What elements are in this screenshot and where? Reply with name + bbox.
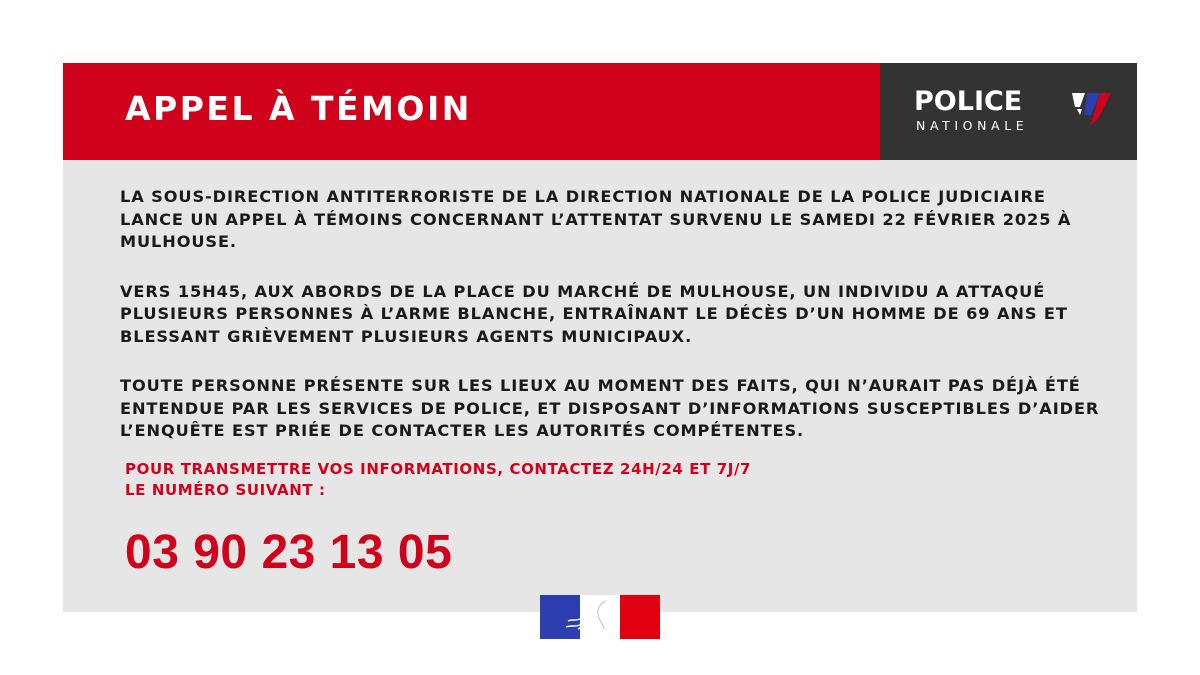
- body-text: [120, 186, 1110, 470]
- police-emblem-icon: [1070, 89, 1112, 129]
- logo-police-word: POLICE: [914, 86, 1023, 117]
- phone-number[interactable]: 03 90 23 13 05: [125, 526, 453, 579]
- paragraph-intro: LA SOUS-DIRECTION ANTITERRORISTE DE LA DIRECTION NATIONALE DE LA POLICE JUDICIAIRE LANCE UN APPEL À TÉMOINS CONCERNANT L’ATTENTAT SURVENU LE SAMEDI 22 FÉVRIER 2025 À MULHOUSE.: [120, 187, 1072, 251]
- marianne-logo-icon: [540, 595, 660, 639]
- logo-nationale-word: NATIONALE: [916, 118, 1029, 133]
- paragraph-request: TOUTE PERSONNE PRÉSENTE SUR LES LIEUX AU MOMENT DES FAITS, QUI N’AURAIT PAS DÉJÀ ÉTÉ ENTENDUE PAR LES SERVICES DE POLICE, ET DISPOSANT D’INFORMATIONS SUSCEPTIBLES D’AIDER L’ENQUÊTE EST PRIÉE DE CONTACTER LES AUTORITÉS COMPÉTENTES.: [120, 376, 1100, 440]
- appeal-card: [63, 63, 1137, 612]
- page-title: APPEL À TÉMOIN: [125, 89, 472, 128]
- contact-instructions: POUR TRANSMETTRE VOS INFORMATIONS, CONTACTEZ 24H/24 ET 7J/7 LE NUMÉRO SUIVANT :: [125, 460, 752, 499]
- police-nationale-logo: [880, 63, 1137, 160]
- header-bar: [63, 63, 1137, 160]
- paragraph-facts: VERS 15H45, AUX ABORDS DE LA PLACE DU MARCHÉ DE MULHOUSE, UN INDIVIDU A ATTAQUÉ PLUSIEURS PERSONNES À L’ARME BLANCHE, ENTRAÎNANT LE DÉCÈS D’UN HOMME DE 69 ANS ET BLESSANT GRIÈVEMENT PLUSIEURS AGENTS MUNICIPAUX.: [120, 281, 1068, 346]
- title-banner: [63, 63, 880, 160]
